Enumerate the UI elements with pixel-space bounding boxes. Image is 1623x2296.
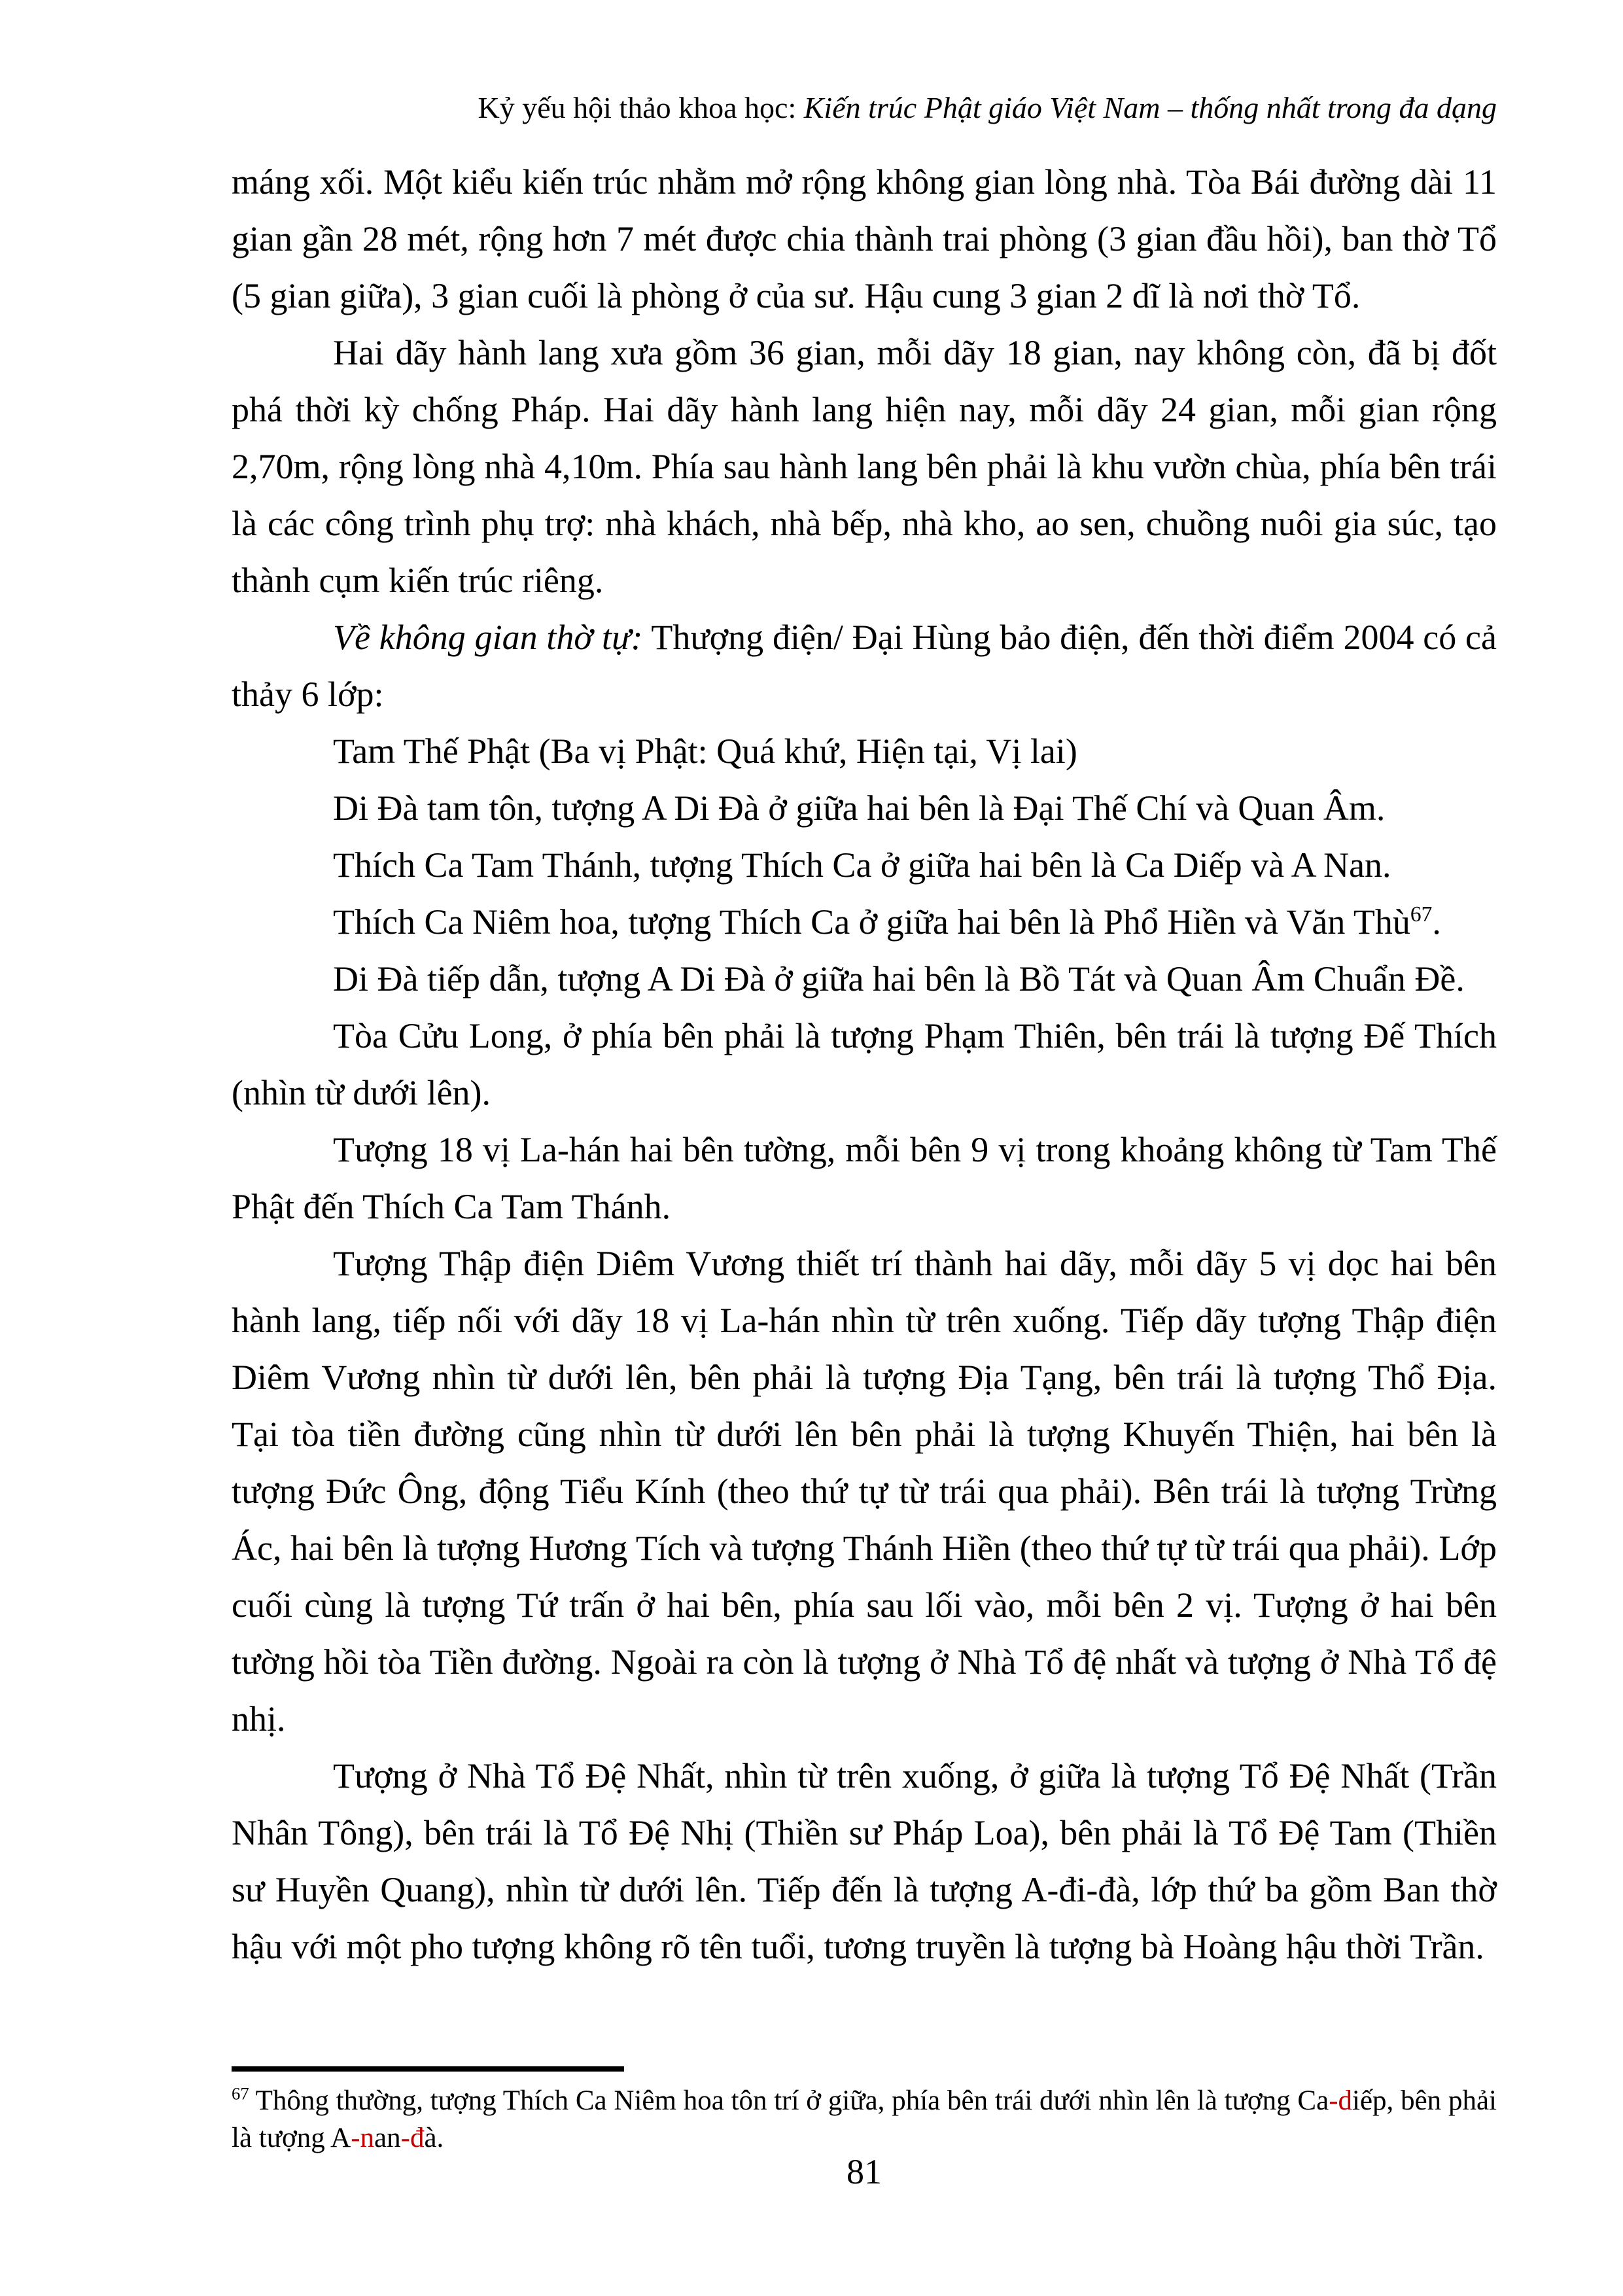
body-paragraph	[232, 780, 1497, 837]
text-segment: Thông thường, tượng Thích Ca Niêm hoa tôn trí ở giữa, phía bên trái dưới nhìn lên là tượng Ca	[249, 2085, 1329, 2116]
text-segment: 67	[232, 2083, 249, 2104]
text-segment: Tượng 18 vị La-hán hai bên tường, mỗi bên 9 vị trong khoảng không từ Tam Thế Phật đến Thích Ca Tam Thánh.	[232, 1130, 1497, 1226]
text-segment: Thượng điện/ Đại Hùng bảo điện, đến thời điểm 2004 có cả thảy 6 lớp:	[232, 618, 1497, 714]
text-segment: Di Đà tam tôn, tượng A Di Đà ở giữa hai bên là Đại Thế Chí và Quan Âm.	[333, 788, 1386, 828]
running-header	[232, 89, 1497, 127]
body-paragraph	[232, 1235, 1497, 1748]
text-segment: Tam Thế Phật (Ba vị Phật: Quá khứ, Hiện tại, Vị lai)	[333, 732, 1077, 771]
body-paragraph	[232, 837, 1497, 894]
text-segment: à.	[424, 2123, 444, 2153]
body-paragraph	[232, 1748, 1497, 1975]
text-segment: Thích Ca Tam Thánh, tượng Thích Ca ở giữa hai bên là Ca Diếp và A Nan.	[333, 845, 1391, 885]
text-segment: .	[1432, 902, 1441, 942]
body-paragraph	[232, 609, 1497, 723]
page-number: 81	[846, 2152, 882, 2191]
footnote-text	[232, 2082, 1497, 2157]
header-title: Kiến trúc Phật giáo Việt Nam – thống nhất trong đa dạng	[803, 91, 1497, 124]
text-segment: Di Đà tiếp dẫn, tượng A Di Đà ở giữa hai bên là Bồ Tát và Quan Âm Chuẩn Đề.	[333, 959, 1465, 998]
body-text	[232, 154, 1497, 1975]
text-segment: 67	[1410, 902, 1433, 927]
text-segment: máng xối. Một kiểu kiến trúc nhằm mở rộng không gian lòng nhà. Tòa Bái đường dài 11 gian gần 28 mét, rộng hơn 7 mét được chia thành trai phòng (3 gian đầu hồi), ban thờ Tổ (5 gian giữa), 3 gian cuối là phòng ở của sư. Hậu cung 3 gian 2 dĩ là nơi thờ Tổ.	[232, 162, 1497, 315]
text-segment: -n	[351, 2123, 375, 2153]
text-segment: Tượng Thập điện Diêm Vương thiết trí thành hai dãy, mỗi dãy 5 vị dọc hai bên hành lang, tiếp nối với dãy 18 vị La-hán nhìn từ trên xuống. Tiếp dãy tượng Thập điện Diêm Vương nhìn từ dưới lên, bên phải là tượng Địa Tạng, bên trái là tượng Thổ Địa. Tại tòa tiền đường cũng nhìn từ dưới lên bên phải là tượng Khuyến Thiện, hai bên là tượng Đức Ông, động Tiểu Kính (theo thứ tự từ trái qua phải). Bên trái là tượng Trừng Ác, hai bên là tượng Hương Tích và tượng Thánh Hiền (theo thứ tự từ trái qua phải). Lớp cuối cùng là tượng Tứ trấn ở hai bên, phía sau lối vào, mỗi bên 2 vị. Tượng ở hai bên tường hồi tòa Tiền đường. Ngoài ra còn là tượng ở Nhà Tổ đệ nhất và tượng ở Nhà Tổ đệ nhị.	[232, 1244, 1497, 1739]
body-paragraph	[232, 951, 1497, 1008]
text-segment: Thích Ca Niêm hoa, tượng Thích Ca ở giữa hai bên là Phổ Hiền và Văn Thù	[333, 902, 1410, 942]
body-paragraph	[232, 723, 1497, 780]
text-segment: -d	[1329, 2085, 1353, 2116]
footnote	[232, 2082, 1497, 2157]
text-segment: an	[374, 2123, 401, 2153]
text-segment: iếp, bên phải là tượng A	[232, 2085, 1497, 2153]
text-segment: Tượng ở Nhà Tổ Đệ Nhất, nhìn từ trên xuống, ở giữa là tượng Tổ Đệ Nhất (Trần Nhân Tông), bên trái là Tổ Đệ Nhị (Thiền sư Pháp Loa), bên phải là Tổ Đệ Tam (Thiền sư Huyền Quang), nhìn từ dưới lên. Tiếp đến là tượng A-đi-đà, lớp thứ ba gồm Ban thờ hậu với một pho tượng không rõ tên tuổi, tương truyền là tượng bà Hoàng hậu thời Trần.	[232, 1756, 1497, 1966]
body-paragraph	[232, 1008, 1497, 1122]
body-paragraph	[232, 325, 1497, 609]
text-segment: Hai dãy hành lang xưa gồm 36 gian, mỗi dãy 18 gian, nay không còn, đã bị đốt phá thời kỳ chống Pháp. Hai dãy hành lang hiện nay, mỗi dãy 24 gian, mỗi gian rộng 2,70m, rộng lòng nhà 4,10m. Phía sau hành lang bên phải là khu vườn chùa, phía bên trái là các công trình phụ trợ: nhà khách, nhà bếp, nhà kho, ao sen, chuồng nuôi gia súc, tạo thành cụm kiến trúc riêng.	[232, 333, 1497, 600]
body-paragraph	[232, 894, 1497, 951]
footnote-separator	[232, 2066, 624, 2072]
body-paragraph	[232, 154, 1497, 325]
body-paragraph	[232, 1122, 1497, 1235]
text-segment: -đ	[400, 2123, 425, 2153]
header-prefix: Kỷ yếu hội thảo khoa học:	[478, 91, 804, 124]
text-segment: Tòa Cửu Long, ở phía bên phải là tượng Phạm Thiên, bên trái là tượng Đế Thích (nhìn từ dưới lên).	[232, 1016, 1497, 1112]
text-segment: Về không gian thờ tự:	[333, 618, 643, 657]
